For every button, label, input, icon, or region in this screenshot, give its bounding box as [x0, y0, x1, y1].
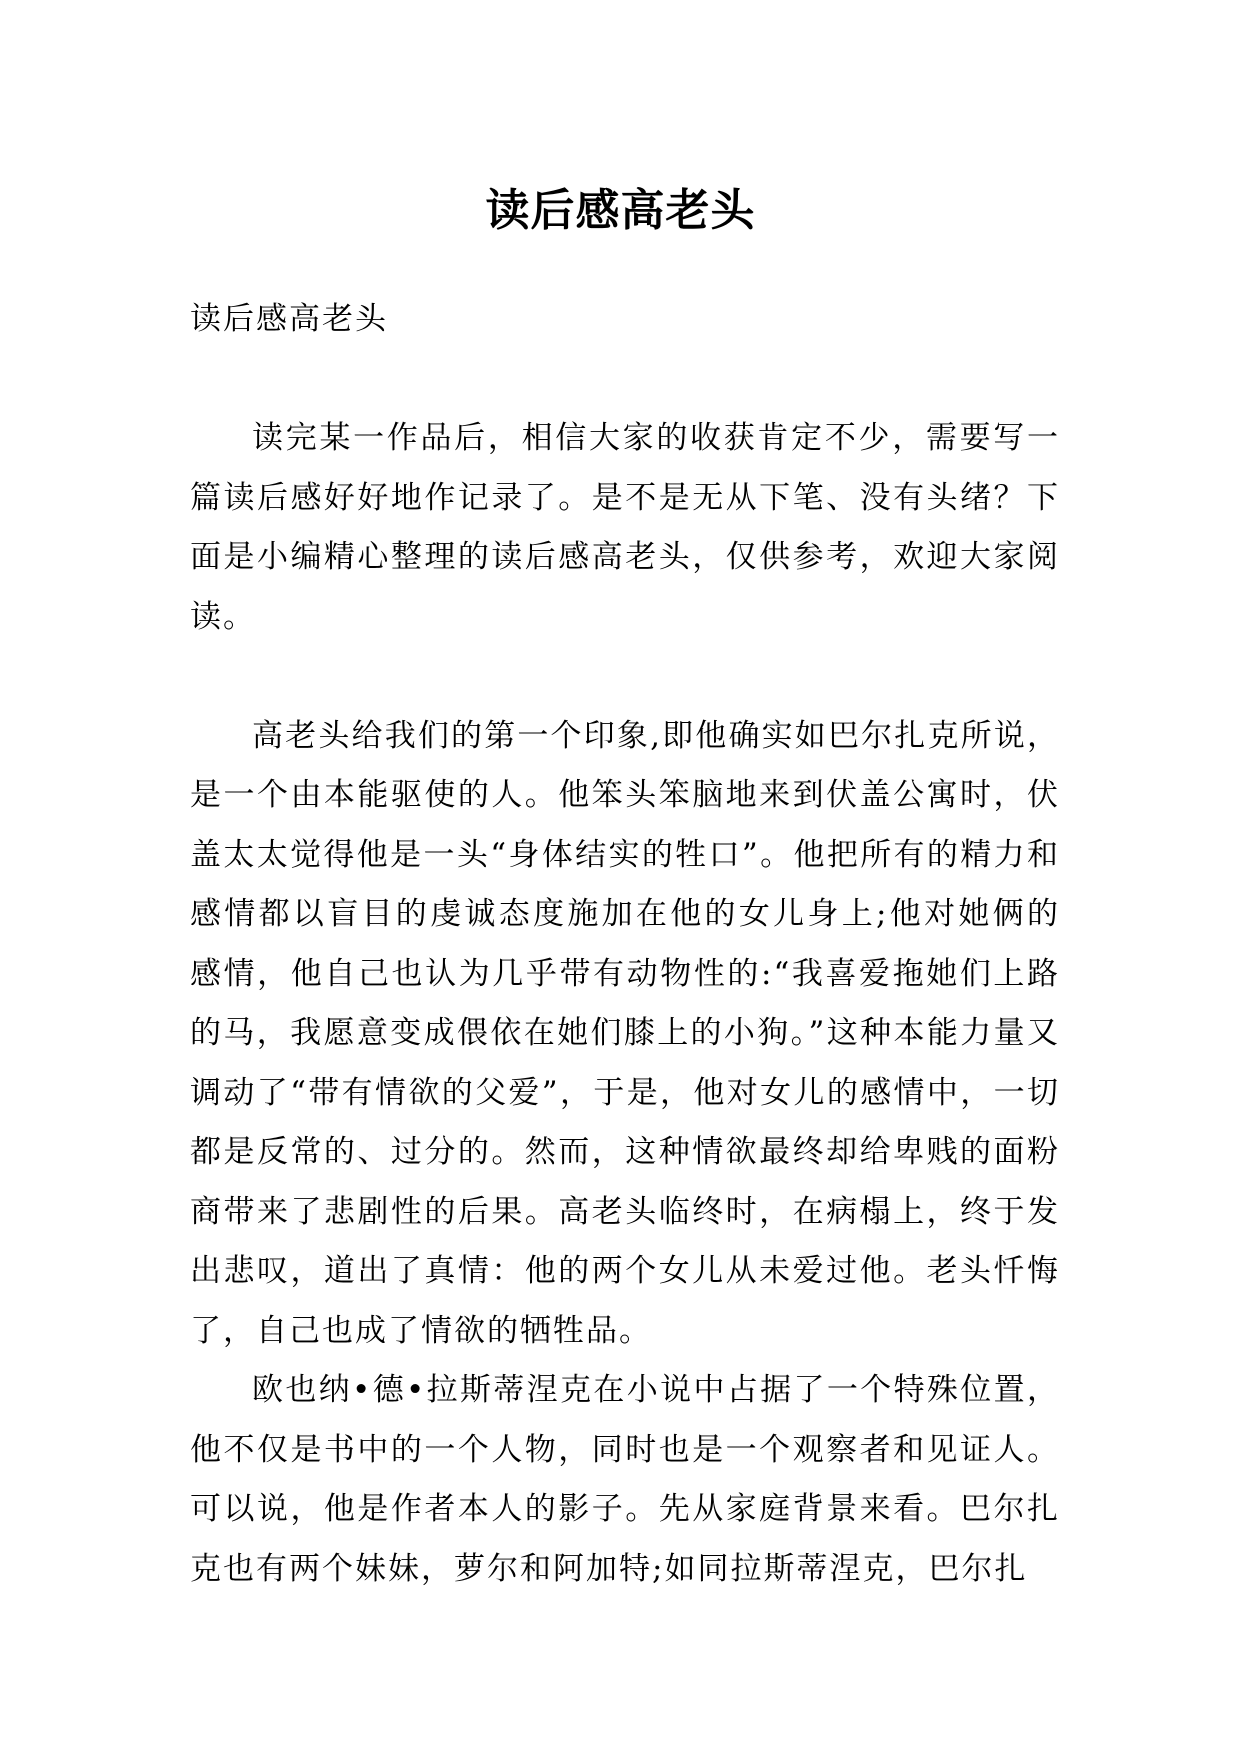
paragraph-spacer: [190, 647, 1060, 707]
body-paragraph: 欧也纳•德•拉斯蒂涅克在小说中占据了一个特殊位置，他不仅是书中的一个人物，同时也是一个观察者和见证人。可以说，他是作者本人的影子。先从家庭背景来看。巴尔扎克也有两个妹妹，萝尔和阿加特;如同拉斯蒂涅克，巴尔扎: [190, 1372, 1060, 1587]
paragraph-spacer: [190, 350, 1060, 410]
document-subtitle: 读后感高老头: [190, 301, 388, 337]
document-title: 读后感高老头: [485, 185, 756, 237]
document-body: [190, 290, 1060, 1599]
body-paragraph: 高老头给我们的第一个印象,即他确实如巴尔扎克所说，是一个由本能驱使的人。他笨头笨脑地来到伏盖公寓时，伏盖太太觉得他是一头“身体结实的牲口”。他把所有的精力和感情都以盲目的虔诚态度施加在他的女儿身上;他对她俩的感情，他自己也认为几乎带有动物性的:“我喜爱拖她们上路的马，我愿意变成偎依在她们膝上的小狗。”这种本能力量又调动了“带有情欲的父爱”，于是，他对女儿的感情中，一切都是反常的、过分的。然而，这种情欲最终却给卑贱的面粉商带来了悲剧性的后果。高老头临终时，在病榻上，终于发出悲叹，道出了真情：他的两个女儿从未爱过他。老头忏悔了，自己也成了情欲的牺牲品。: [190, 717, 1060, 1349]
intro-paragraph: 读完某一作品后，相信大家的收获肯定不少，需要写一篇读后感好好地作记录了。是不是无从下笔、没有头绪？下面是小编精心整理的读后感高老头，仅供参考，欢迎大家阅读。: [190, 420, 1060, 635]
